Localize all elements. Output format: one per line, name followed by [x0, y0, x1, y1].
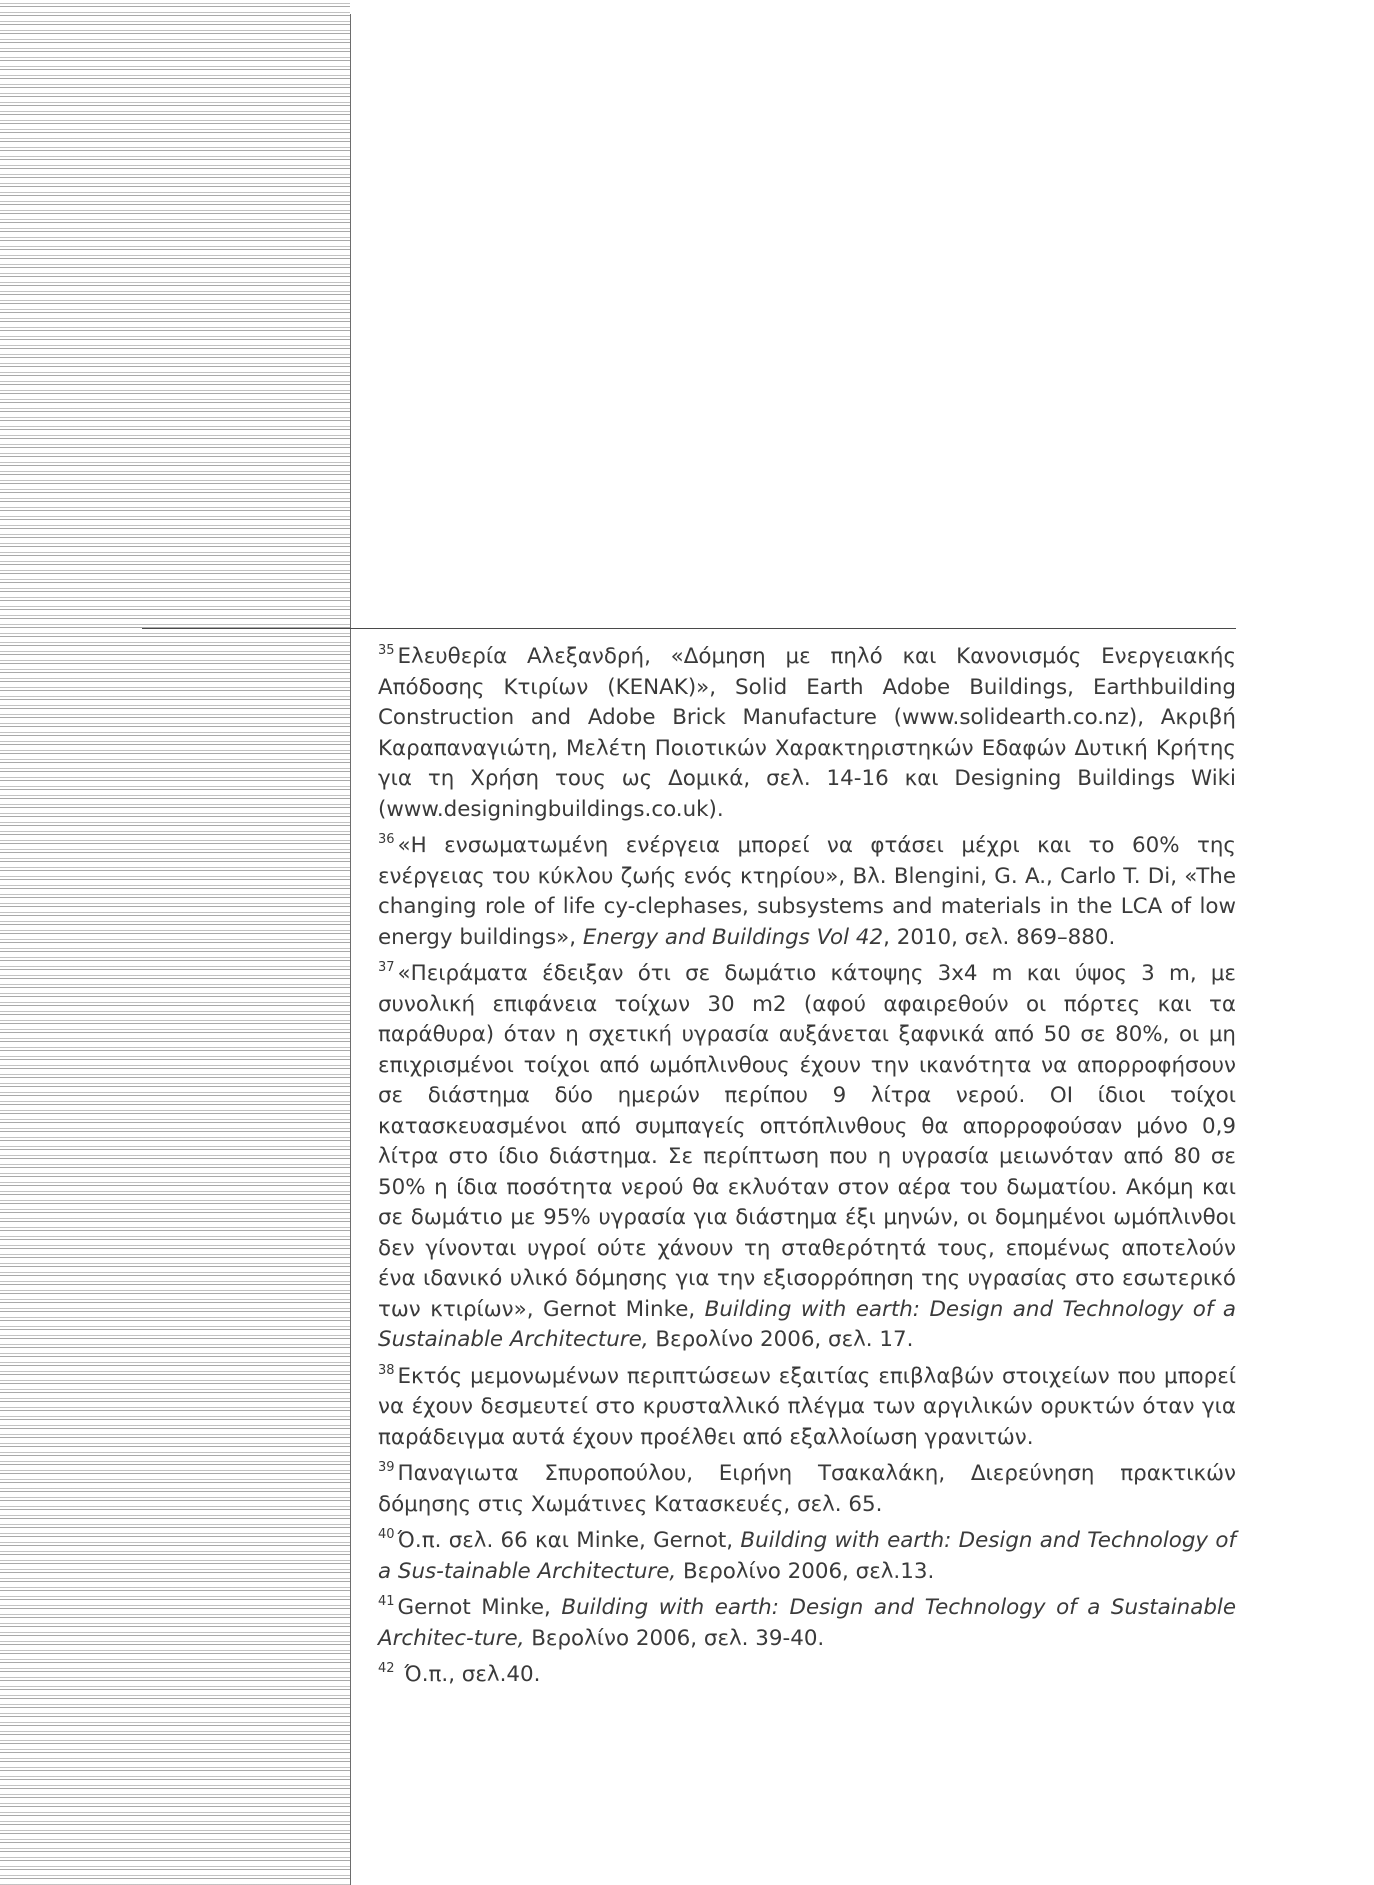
footnote-text: «Η ενσωματωμένη ενέργεια μπορεί να φτάσει μέχρι και το 60% της ενέργειας του κύκλου ζωής ενός κτηρίου», Βλ. Blengini, G. A., Carlo T. Di, «The changing role of life cy-clephases, subsystems and materials in the LCA of low energy buildings», [378, 833, 1236, 950]
footnote-number: 39 [378, 1460, 395, 1475]
band-edge-line [350, 14, 351, 1885]
footnote-text: Gernot Minke, [397, 1595, 562, 1620]
footnote-number: 41 [378, 1594, 395, 1609]
footnote-text: Ό.π., σελ.40. [397, 1662, 541, 1687]
footnote-text: Ό.π. σελ. 66 και Minke, Gernot, [397, 1528, 741, 1553]
footnote-41 [378, 1593, 1236, 1654]
footnote-text: Παναγιωτα Σπυροπούλου, Ειρήνη Τσακαλάκη, Διερεύνηση πρακτικών δόμησης στις Χωμάτινες Κατασκευές, σελ. 65. [378, 1461, 1236, 1517]
footnote-40 [378, 1526, 1236, 1587]
footnote-text-tail: Βερολίνο 2006, σελ.13. [676, 1558, 935, 1584]
footnote-italic-title: Energy and Buildings Vol 42 [582, 924, 884, 950]
footnote-italic-title: Building with earth: Design and Technology of a Sus-tainable Architecture, [378, 1528, 1236, 1584]
footnote-italic-title: Building with earth: Design and Technology of a Sustainable Architec-ture, [378, 1595, 1236, 1651]
footnote-38 [378, 1362, 1236, 1454]
footnote-text-tail: Βερολίνο 2006, σελ. 39-40. [524, 1625, 825, 1651]
footnote-number: 40 [378, 1527, 395, 1542]
footnote-text-tail: , 2010, σελ. 869–880. [883, 924, 1116, 950]
footnote-italic-title: Building with earth: Design and Technology of a Sustainable Architecture, [378, 1296, 1236, 1352]
footnote-separator [142, 628, 1236, 629]
footnote-39 [378, 1459, 1236, 1520]
footnote-37 [378, 959, 1236, 1356]
footnote-number: 38 [378, 1362, 395, 1378]
footnote-number: 36 [378, 832, 395, 847]
footnote-42 [378, 1660, 1236, 1691]
footnote-35 [378, 642, 1236, 825]
footnote-number: 35 [378, 643, 395, 658]
footnote-number: 42 [378, 1661, 395, 1676]
footnote-text: Εκτός μεμονωμένων περιπτώσεων εξαιτίας επιβλαβών στοιχείων που μπορεί να έχουν δεσμευτεί στο κρυσταλλικό πλέγμα των αργιλικών ορυκτών όταν για παράδειγμα αυτά έχουν προέλθει από εξαλλοίωση γρανιτών. [378, 1363, 1236, 1450]
footnote-text: Ελευθερία Αλεξανδρή, «Δόμηση με πηλό και Κανονισμός Ενεργειακής Απόδοσης Κτιρίων (KENAK)», Solid Earth Adobe Buildings, Earthbuilding Construction and Adobe Brick Manufacture (www.solidearth.co.nz), Ακριβή Καραπαναγιώτη, Μελέτη Ποιοτικών Χαρακτηριστηκών Εδαφών Δυτική Κρήτης για τη Χρήση τους ως Δομικά, σελ. 14-16 και Designing Buildings Wiki (www.designingbuildings.co.uk). [378, 644, 1236, 822]
decorative-stripe-band [0, 0, 350, 1885]
footnote-text: «Πειράματα έδειξαν ότι σε δωμάτιο κάτοψης 3x4 m και ύψος 3 m, με συνολική επιφάνεια τοίχων 30 m2 (αφού αφαιρεθούν οι πόρτες και τα παράθυρα) όταν η σχετική υγρασία αυξάνεται ξαφνικά από 50 σε 80%, οι μη επιχρισμένοι τοίχοι από ωμόπλινθους έχουν την ικανότητα να απορροφήσουν σε διάστημα δύο ημερών περίπου 9 λίτρα νερού. ΟΙ ίδιοι τοίχοι κατασκευασμένοι από συμπαγείς οπτόπλινθους θα απορροφούσαν μόνο 0,9 λίτρα στο ίδιο διάστημα. Σε περίπτωση που η υγρασία μειωνόταν από 80 σε 50% η ίδια ποσότητα νερού θα εκλυόταν στον αέρα του δωματίου. Ακόμη και σε δωμάτιο με 95% υγρασία για διάστημα έξι μηνών, οι δομημένοι ωμόπλινθοι δεν γίνονται υγροί ούτε χάνουν τη σταθερότητά τους, επομένως αποτελούν ένα ιδανικό υλικό δόμησης για την εξισορρόπηση της υγρασίας στο εσωτερικό των κτιρίων», Gernot Minke, [378, 961, 1236, 1322]
footnote-text-tail: Βερολίνο 2006, σελ. 17. [648, 1327, 914, 1352]
footnote-number: 37 [378, 960, 395, 975]
footnotes-section [378, 642, 1236, 1697]
footnote-36 [378, 831, 1236, 953]
